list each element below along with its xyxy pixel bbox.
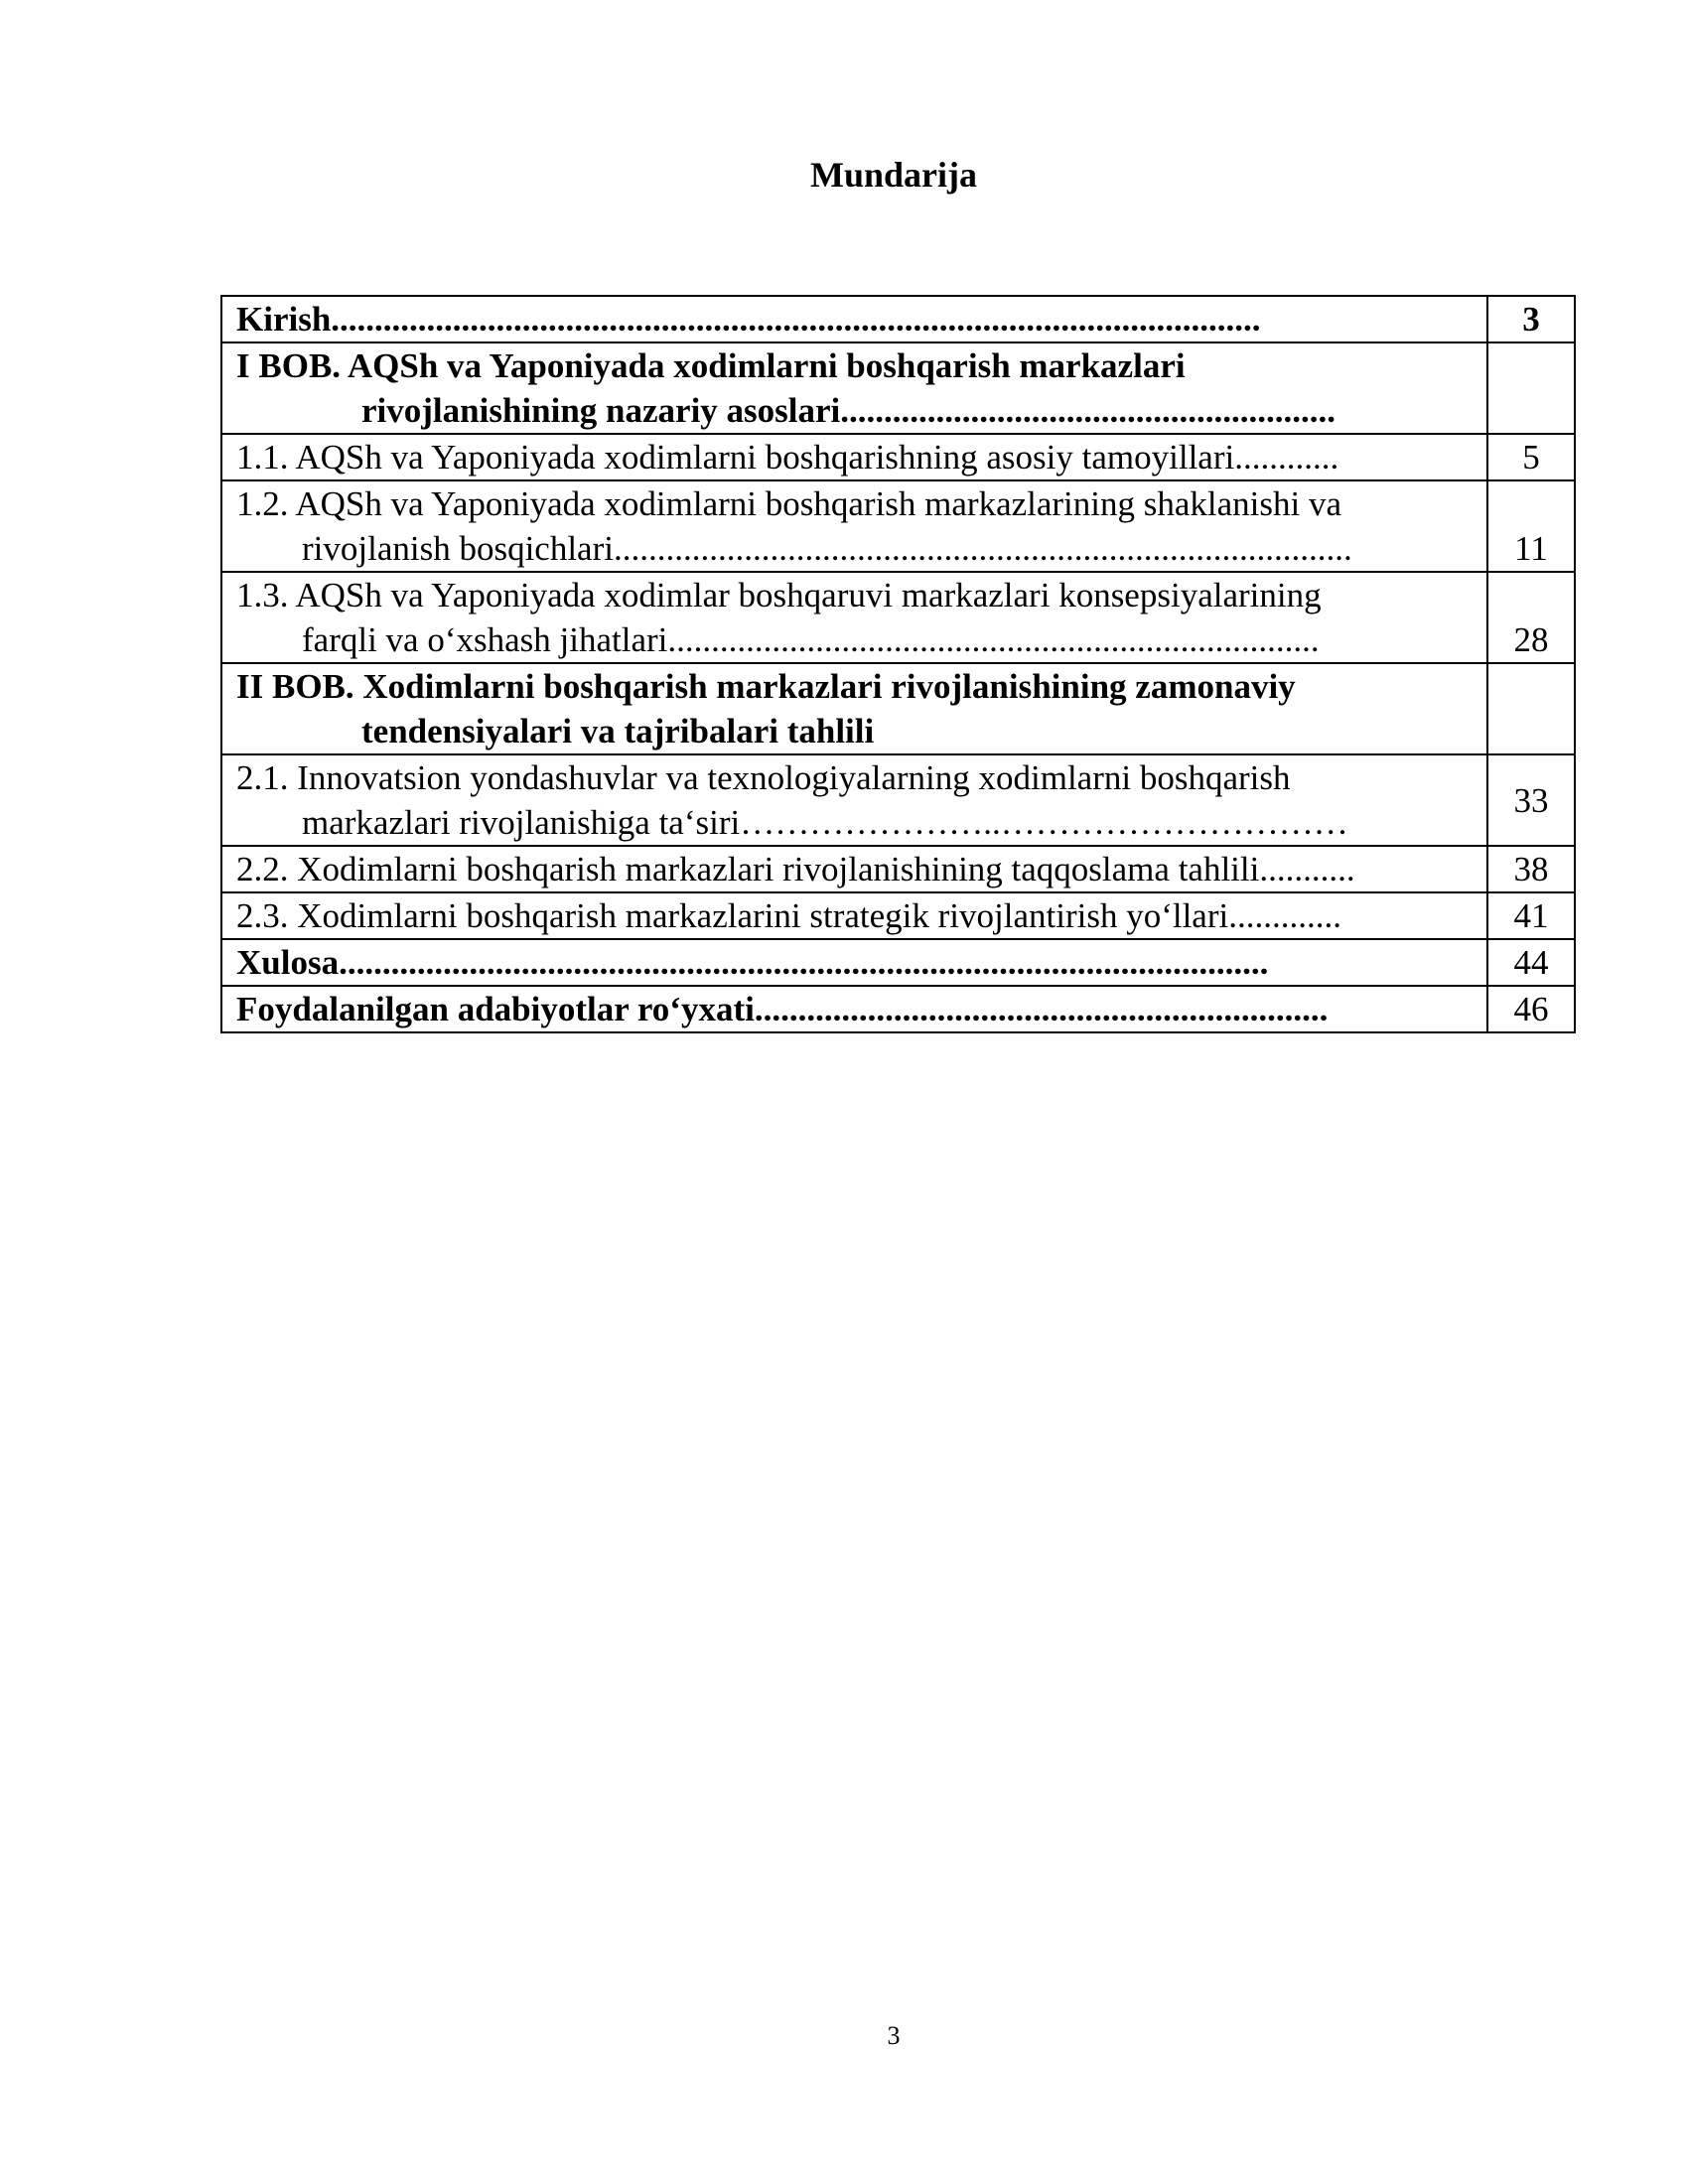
toc-entry[interactable]	[221, 296, 1487, 342]
toc-entry[interactable]	[221, 846, 1487, 892]
toc-page-number: 3	[1487, 296, 1575, 342]
toc-row-xulosa	[221, 939, 1575, 986]
toc-entry-leader: ...........................................................................................................	[339, 943, 1269, 982]
toc-entry[interactable]	[221, 663, 1487, 754]
toc-entry[interactable]	[221, 892, 1487, 939]
toc-entry-title: 1.1. AQSh va Yaponiyada xodimlarni boshqarishning asosiy tamoyillari	[236, 438, 1235, 477]
toc-page-number: 46	[1487, 986, 1575, 1032]
toc-page-number	[1487, 663, 1575, 754]
page-number-footer: 3	[887, 2021, 901, 2050]
toc-entry-title-line2: rivojlanishining nazariy asoslari	[361, 391, 841, 430]
toc-entry-title: Foydalanilgan adabiyotlar ro‘yxati	[236, 990, 755, 1028]
page-title: Mundarija	[809, 155, 977, 195]
toc-entry-title-line1: 1.3. AQSh va Yaponiyada xodimlar boshqaruvi markazlari konsepsiyalarining	[236, 576, 1322, 614]
toc-entry-title-line1: I BOB. AQSh va Yaponiyada xodimlarni boshqarish markazlari	[236, 346, 1186, 385]
toc-row-2-2	[221, 846, 1575, 892]
toc-entry-leader: .....................................................................................	[613, 529, 1352, 568]
toc-page-number: 5	[1487, 434, 1575, 480]
toc-entry[interactable]	[221, 572, 1487, 663]
toc-entry[interactable]	[221, 342, 1487, 434]
toc-entry-title-line2: tendensiyalari va tajribalari tahlili	[361, 712, 875, 751]
toc-entry-leader: .............	[1228, 896, 1341, 935]
toc-entry-leader: ...........................................................................	[667, 620, 1320, 659]
toc-row-chapter-2	[221, 663, 1575, 754]
toc-entry-title-line2: markazlari rivojlanishiga ta‘siri	[302, 803, 741, 842]
toc-page-number	[1487, 342, 1575, 434]
toc-entry-title: Kirish	[236, 300, 332, 339]
toc-page-number: 11	[1487, 480, 1575, 572]
toc-entry-leader: ..................................................................	[754, 990, 1329, 1028]
toc-page-number: 28	[1487, 572, 1575, 663]
table-of-contents	[220, 295, 1576, 1033]
toc-page-number: 41	[1487, 892, 1575, 939]
toc-entry-title: Xulosa	[236, 943, 340, 982]
toc-entry-title: 2.3. Xodimlarni boshqarish markazlarini strategik rivojlantirish yo‘llari	[236, 896, 1229, 935]
toc-entry-leader: ...........................................................................................................	[331, 300, 1261, 339]
toc-row-1-1	[221, 434, 1575, 480]
toc-entry-title-line1: II BOB. Xodimlarni boshqarish markazlari rivojlanishining zamonaviy	[236, 667, 1296, 706]
toc-entry[interactable]	[221, 434, 1487, 480]
toc-row-2-1	[221, 754, 1575, 846]
toc-row-1-3	[221, 572, 1575, 663]
toc-entry[interactable]	[221, 939, 1487, 986]
toc-entry[interactable]	[221, 754, 1487, 846]
toc-entry-leader: …………………..…………………………	[740, 803, 1348, 842]
toc-page-number: 44	[1487, 939, 1575, 986]
toc-entry-leader: ...........	[1259, 850, 1355, 888]
toc-entry-title-line1: 1.2. AQSh va Yaponiyada xodimlarni boshqarish markazlarining shaklanishi va	[236, 484, 1342, 523]
toc-entry-title-line1: 2.1. Innovatsion yondashuvlar va texnologiyalarning xodimlarni boshqarish	[236, 758, 1291, 797]
toc-entry[interactable]	[221, 986, 1487, 1032]
toc-entry[interactable]	[221, 480, 1487, 572]
toc-entry-title-line2: farqli va o‘xshash jihatlari	[302, 620, 668, 659]
toc-entry-leader: ............	[1234, 438, 1339, 477]
toc-row-references	[221, 986, 1575, 1032]
toc-entry-title-line2: rivojlanish bosqichlari	[302, 529, 614, 568]
toc-row-kirish	[221, 296, 1575, 342]
toc-entry-title: 2.2. Xodimlarni boshqarish markazlari rivojlanishining taqqoslama tahlili	[236, 850, 1260, 888]
toc-row-chapter-1	[221, 342, 1575, 434]
toc-row-1-2	[221, 480, 1575, 572]
toc-row-2-3	[221, 892, 1575, 939]
toc-page-number: 33	[1487, 754, 1575, 846]
toc-page-number: 38	[1487, 846, 1575, 892]
toc-entry-leader: .........................................................	[840, 391, 1336, 430]
